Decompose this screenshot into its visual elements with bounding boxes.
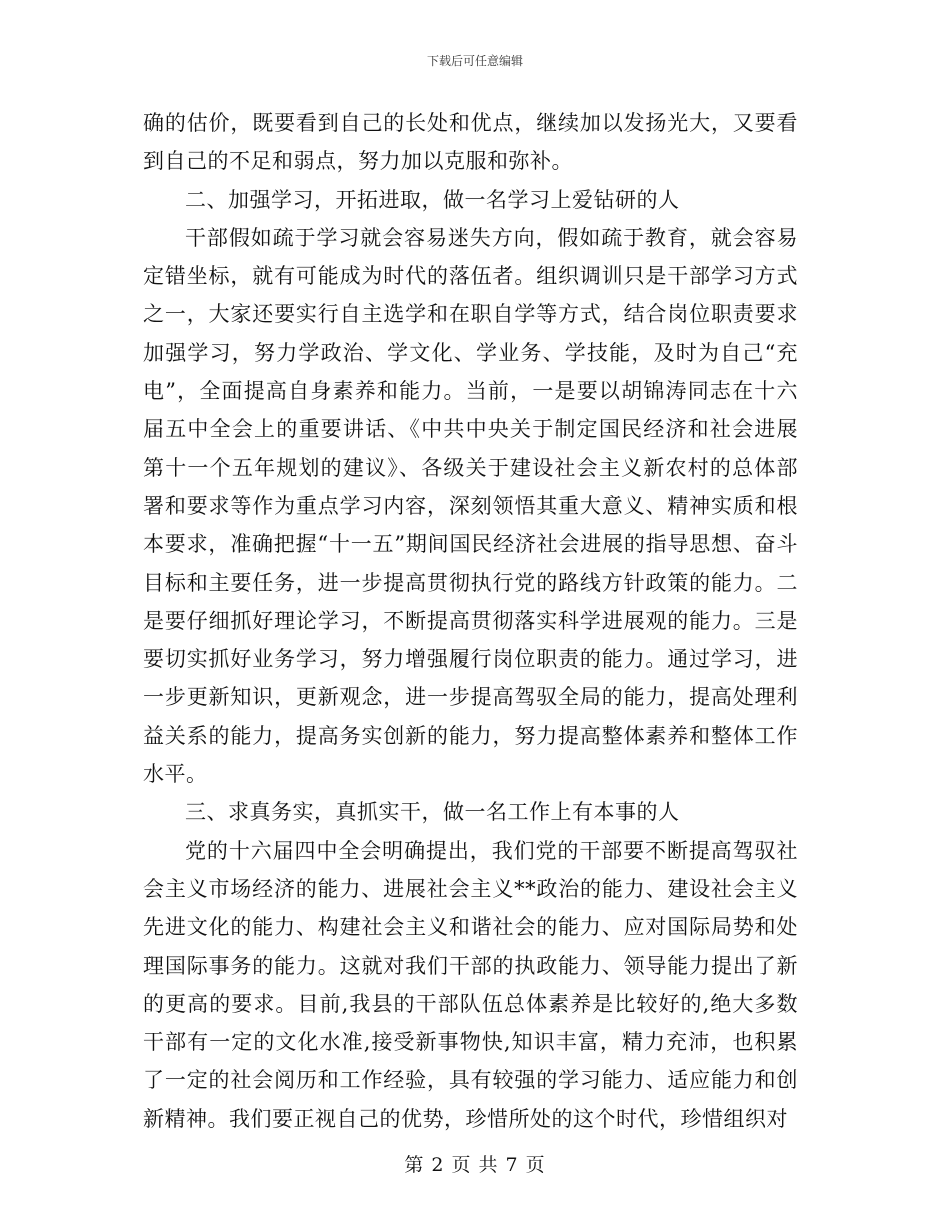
paragraph: 干部假如疏于学习就会容易迷失方向，假如疏于教育，就会容易定错坐标，就有可能成为时代的落伍者。组织调训只是干部学习方式之一，大家还要实行自主选学和在职自学等方式，结合岗位职责要求加强学习，努力学政治、学文化、学业务、学技能，及时为自己“充电”，全面提高自身素养和能力。当前，一是要以胡锦涛同志在十六届五中全会上的重要讲话、《中共中央关于制定国民经济和社会进展第十一个五年规划的建议》、各级关于建设社会主义新农村的总体部署和要求等作为重点学习内容，深刻领悟其重大意义、精神实质和根本要求，准确把握“十一五”期间国民经济社会进展的指导思想、奋斗目标和主要任务，进一步提高贯彻执行党的路线方针政策的能力。二是要仔细抓好理论学习，不断提高贯彻落实科学进展观的能力。三是要切实抓好业务学习，努力增强履行岗位职责的能力。通过学习，进一步更新知识，更新观念，进一步提高驾驭全局的能力，提高处理利益关系的能力，提高务实创新的能力，努力提高整体素养和整体工作水平。 <box>143 225 798 787</box>
page-header: 下载后可任意编辑 <box>426 54 523 68</box>
paragraph: 确的估价，既要看到自己的长处和优点，继续加以发扬光大，又要看到自己的不足和弱点，努力加以克服和弥补。 <box>143 111 798 174</box>
paragraph: 党的十六届四中全会明确提出，我们党的干部要不断提高驾驭社会主义市场经济的能力、进展社会主义**政治的能力、建设社会主义先进文化的能力、构建社会主义和谐社会的能力、应对国际局势和处理国际事务的能力。这就对我们干部的执政能力、领导能力提出了新的更高的要求。目前,我县的干部队伍总体素养是比较好的,绝大多数干部有一定的文化水准,接受新事物快,知识丰富，精力充沛，也积累了一定的社会阅历和工作经验，具有较强的学习能力、适应能力和创新精神。我们要正视自己的优势，珍惜所处的这个时代，珍惜组织对 <box>143 838 798 1131</box>
page-number: 第 2 页 共 7 页 <box>404 1154 546 1176</box>
section-heading: 三、求真务实，真抓实干，做一名工作上有本事的人 <box>185 800 680 825</box>
document-body <box>143 104 798 1138</box>
section-heading: 二、加强学习，开拓进取，做一名学习上爱钻研的人 <box>185 187 680 212</box>
